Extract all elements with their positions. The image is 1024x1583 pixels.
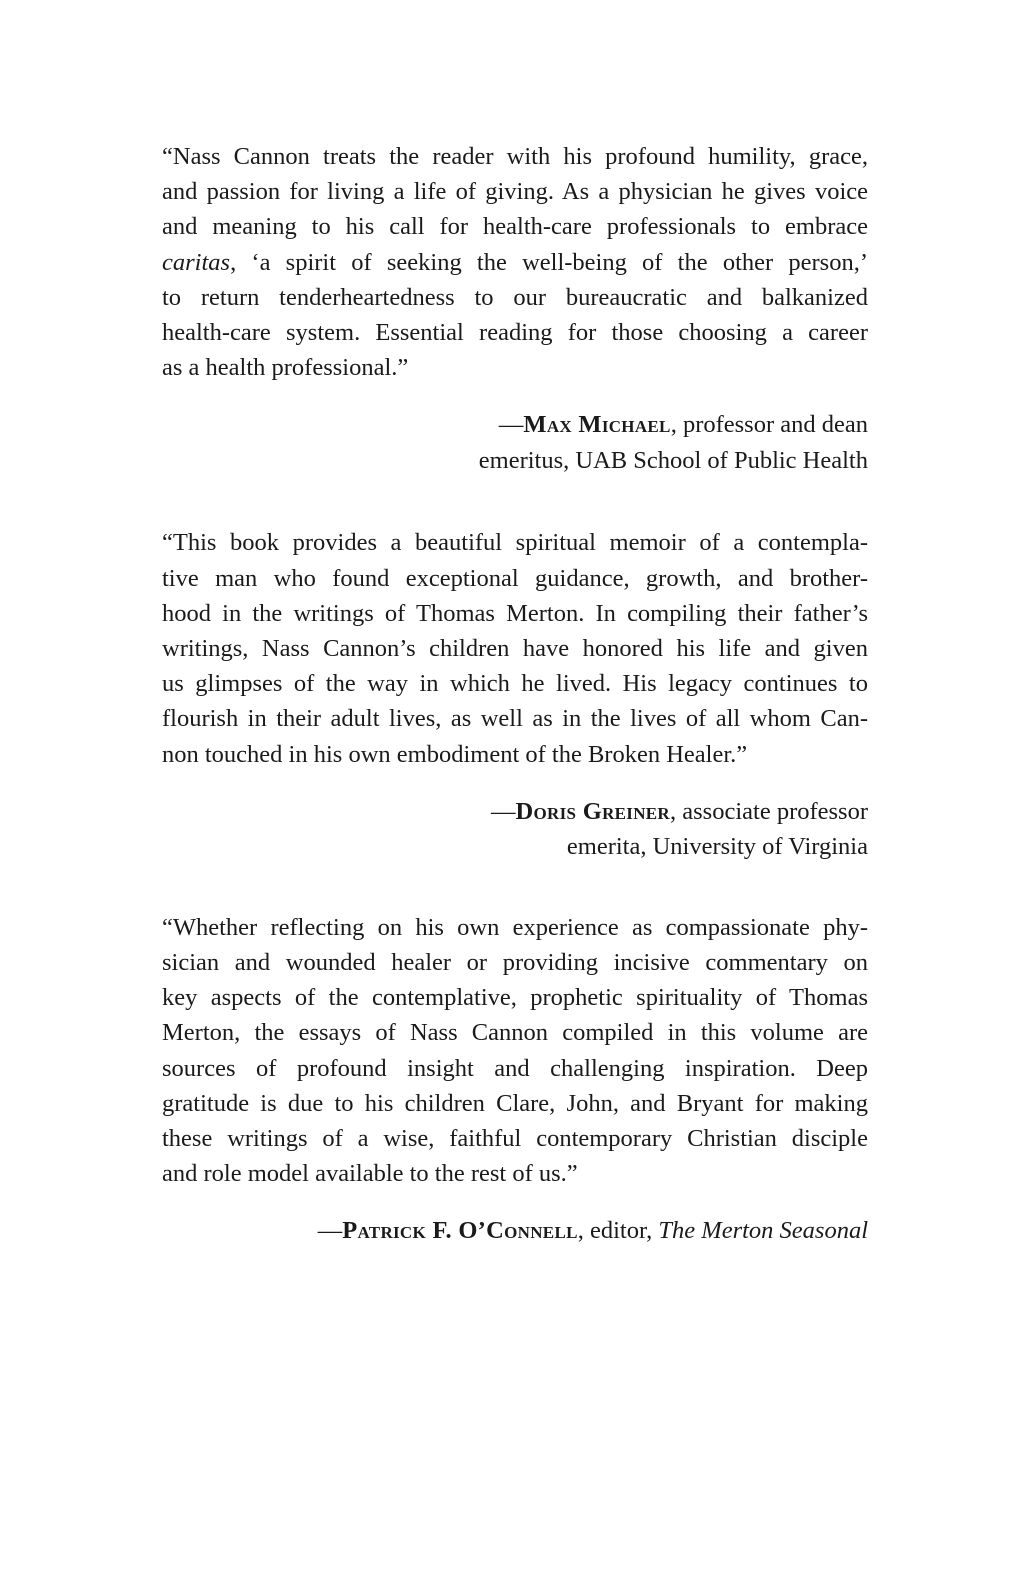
attribution-dash: — [498, 411, 524, 439]
quote-line: and role model available to the rest of us.” [162, 1160, 578, 1188]
endorser-title: , editor, [577, 1217, 659, 1245]
quote-line: and meaning to his call for health-care professionals to embrace [162, 213, 868, 241]
quote-line: writings, Nass Cannon’s children have honored his life and given [162, 635, 868, 663]
endorser-title: , associate professor [670, 797, 868, 825]
quote-line: to return tenderheartedness to our bureaucratic and balkanized [162, 283, 868, 311]
quote-line: “This book provides a beautiful spiritual memoir of a contempla- [162, 529, 868, 557]
attribution-dash: — [317, 1217, 343, 1245]
quote-line: gratitude is due to his children Clare, John, and Bryant for making [162, 1089, 868, 1117]
quote-line-rest: , ‘a spirit of seeking the well-being of the other person,’ [230, 248, 868, 276]
attribution-line [162, 1213, 868, 1249]
endorser-name: Patrick F. O’Connell [342, 1217, 578, 1245]
endorser-title: , professor and dean [670, 411, 868, 439]
quote-line: Merton, the essays of Nass Cannon compiled in this volume are [162, 1019, 868, 1047]
endorsement-quote [162, 525, 868, 771]
endorsement-quote [162, 139, 868, 385]
quote-line: non touched in his own embodiment of the Broken Healer.” [162, 740, 748, 768]
quote-line: hood in the writings of Thomas Merton. In compiling their father’s [162, 599, 868, 627]
endorsement-quote [162, 910, 868, 1192]
endorser-name: Doris Greiner [515, 797, 671, 825]
attribution-line: emerita, University of Virginia [566, 833, 868, 861]
attribution-line: emeritus, UAB School of Public Health [478, 446, 868, 474]
endorsement-attribution [162, 794, 868, 865]
attribution-dash: — [491, 797, 516, 825]
publication-title: The Merton Seasonal [658, 1217, 868, 1245]
endorser-name: Max Michael [523, 411, 671, 439]
quote-line: and passion for living a life of giving. As a physician he gives voice [162, 178, 868, 206]
attribution-line [162, 407, 868, 443]
attribution-line [162, 794, 868, 830]
quote-line: key aspects of the contemplative, prophetic spirituality of Thomas [162, 984, 868, 1012]
quote-line: tive man who found exceptional guidance, growth, and brother- [162, 564, 868, 592]
quote-line: these writings of a wise, faithful contemporary Christian disciple [162, 1125, 868, 1153]
quote-line: as a health professional.” [162, 354, 409, 382]
endorsement-attribution [162, 1213, 868, 1249]
quote-line: sources of profound insight and challenging inspiration. Deep [162, 1054, 868, 1082]
quote-line: “Nass Cannon treats the reader with his profound humility, grace, [162, 143, 868, 170]
quote-line: sician and wounded healer or providing incisive commentary on [162, 949, 868, 977]
quote-line: “Whether reflecting on his own experience as compassionate phy- [162, 913, 868, 941]
quote-line: health-care system. Essential reading for those choosing a career [162, 319, 868, 347]
quote-line: us glimpses of the way in which he lived. His legacy continues to [162, 670, 868, 698]
endorsements-page [162, 139, 868, 1249]
italic-word: caritas [162, 248, 231, 276]
endorsement-attribution [162, 407, 868, 478]
quote-line: flourish in their adult lives, as well as in the lives of all whom Can- [162, 705, 868, 733]
quote-line-with-italic [162, 245, 868, 280]
